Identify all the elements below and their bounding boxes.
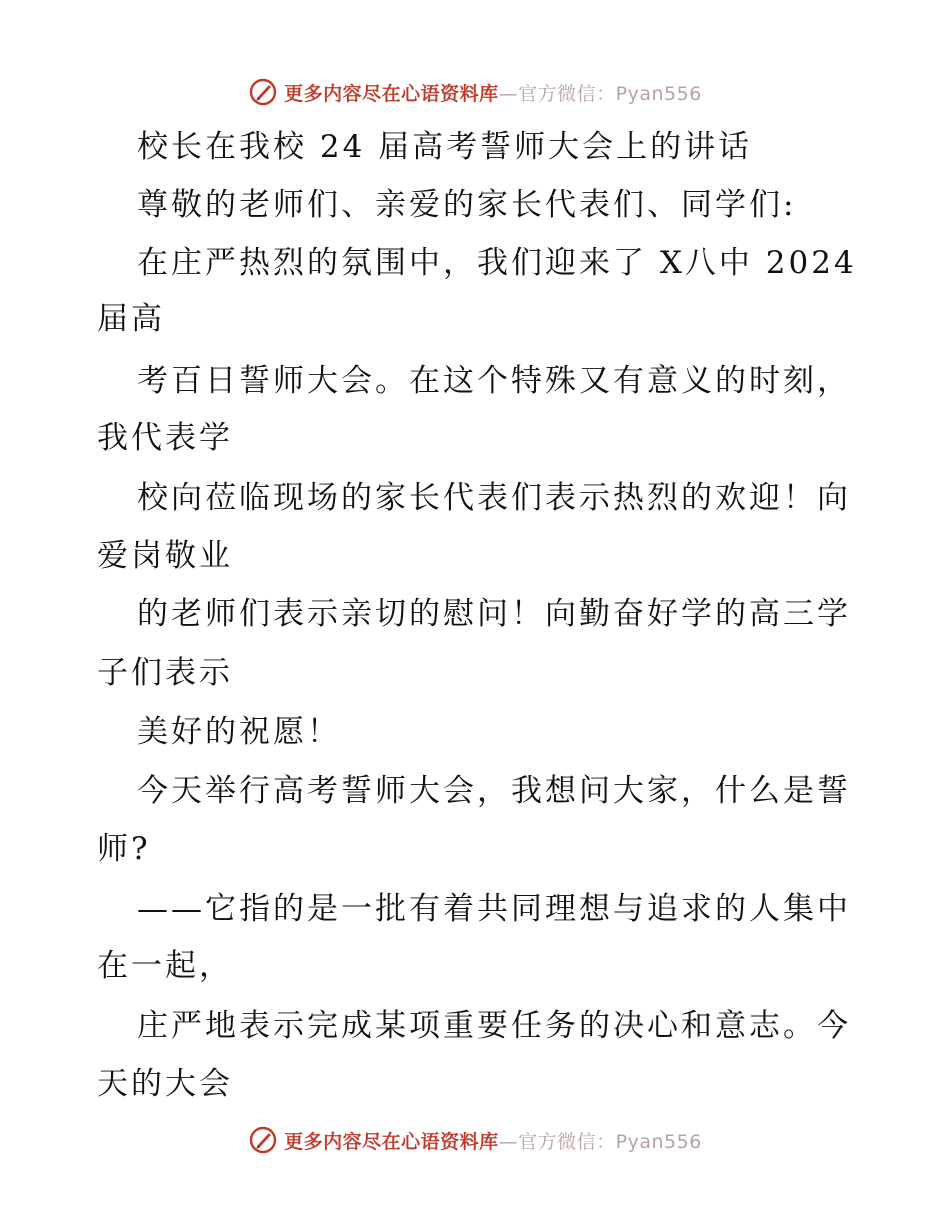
paragraph-line: 师? (97, 831, 151, 867)
footer-banner (0, 1120, 950, 1160)
banner-official-text: —官方微信：Pyan556 (498, 1130, 702, 1153)
paragraph-line: 在一起， (97, 948, 233, 984)
paragraph-line: 庄严地表示完成某项重要任务的决心和意志。今 (137, 1008, 851, 1044)
paragraph-line: 今天举行高考誓师大会，我想问大家，什么是誓 (137, 773, 851, 809)
document-title: 校长在我校 24 届高考誓师大会上的讲话 (137, 129, 753, 165)
paragraph-line: 校向莅临现场的家长代表们表示热烈的欢迎！向 (137, 480, 851, 516)
paragraph-line: 考百日誓师大会。在这个特殊又有意义的时刻， (137, 363, 851, 399)
paragraph-line: 爱岗敬业 (97, 538, 233, 574)
banner-main-text: 更多内容尽在心语资料库 (284, 82, 499, 105)
paragraph-line: ——它指的是一批有着共同理想与追求的人集中 (137, 891, 851, 927)
paragraph-line: 美好的祝愿！ (137, 714, 341, 750)
quill-pen-logo-icon (248, 1125, 278, 1155)
banner-text (284, 79, 702, 106)
banner-official-text: —官方微信：Pyan556 (498, 82, 702, 105)
paragraph-line: 我代表学 (97, 420, 233, 456)
banner-text (284, 1127, 702, 1154)
header-banner (0, 72, 950, 112)
salutation-line: 尊敬的老师们、亲爱的家长代表们、同学们: (137, 187, 797, 223)
paragraph-line: 的老师们表示亲切的慰问！向勤奋好学的高三学 (137, 596, 851, 632)
paragraph-line: 在庄严热烈的氛围中，我们迎来了 X八中 2024 (137, 245, 857, 281)
quill-pen-logo-icon (248, 77, 278, 107)
paragraph-line: 届高 (97, 301, 165, 337)
paragraph-line: 天的大会 (97, 1066, 233, 1102)
banner-main-text: 更多内容尽在心语资料库 (284, 1130, 499, 1153)
paragraph-line: 子们表示 (97, 655, 233, 691)
